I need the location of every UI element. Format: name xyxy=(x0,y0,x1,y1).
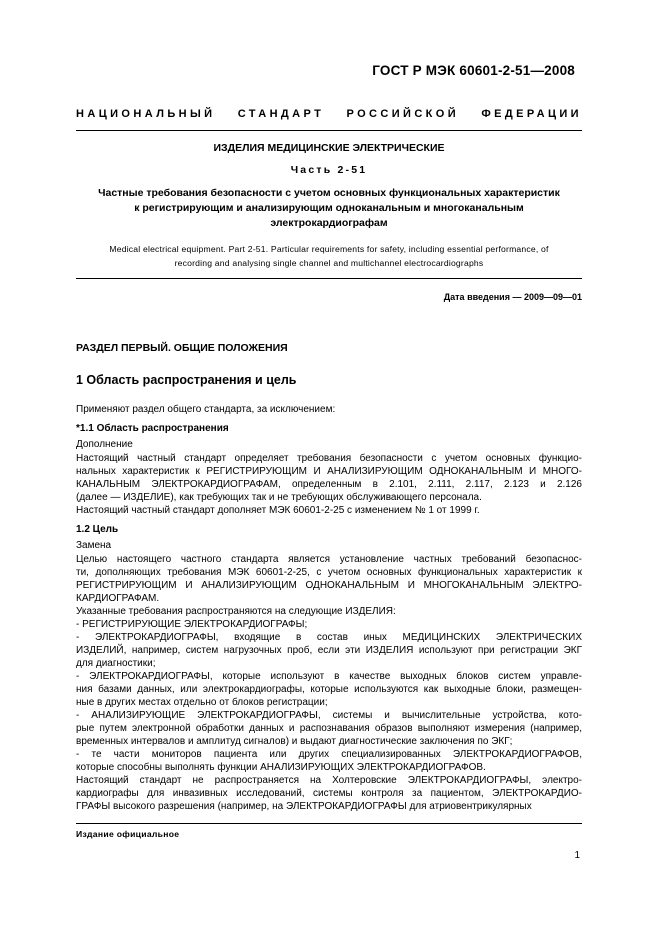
text-line: Настоящий стандарт не распространяется на Холтеровские ЭЛЕКТРОКАРДИОГРАФЫ, электро- xyxy=(76,775,582,786)
text-line: - ЭЛЕКТРОКАРДИОГРАФЫ, которые используют в качестве выходных блоков систем управле- xyxy=(76,671,582,682)
text-line: нальных характеристик к РЕГИСТРИРУЮЩИМ И АНАЛИЗИРУЮЩИМ ОДНОКАНАЛЬНЫМ И МНОГО- xyxy=(76,466,582,477)
text-line: для диагностики; xyxy=(76,658,156,669)
text-line: Целью настоящего частного стандарта является установление частных требований безопаснос- xyxy=(76,554,582,565)
introduction-date: Дата введения — 2009—09—01 xyxy=(443,292,582,302)
text-line: - те части мониторов пациента или других специализированных ЭЛЕКТРОКАРДИОГРАФОВ, xyxy=(76,749,582,760)
clause-1-1-paragraph xyxy=(76,452,582,517)
document-number: ГОСТ Р МЭК 60601-2-51—2008 xyxy=(372,63,575,78)
english-title-line: recording and analysing single channel and multichannel electrocardiographs xyxy=(174,258,484,268)
header-rule xyxy=(76,130,582,131)
clause-1-heading: 1 Область распространения и цель xyxy=(76,373,297,387)
text-line: которые способны выполнять функции АНАЛИЗИРУЮЩИХ ЭЛЕКТРОКАРДИОГРАФОВ. xyxy=(76,762,486,773)
clause-1-2-heading: 1.2 Цель xyxy=(76,524,119,535)
text-line: кардиографы для инвазивных исследований, системы контроля за пациентом, ЭЛЕКТРОКАРДИО- xyxy=(76,788,582,799)
edition-label: Издание официальное xyxy=(76,829,180,839)
subtitle-line: Частные требования безопасности с учетом основных функциональных характеристик xyxy=(98,187,560,199)
text-line: ния базами данных, или электрокардиографы, которые используются как выходные блоки, размещен- xyxy=(76,684,582,695)
clause-1-1-label: Дополнение xyxy=(76,439,133,450)
text-line: - ЭЛЕКТРОКАРДИОГРАФЫ, входящие в состав иных МЕДИЦИНСКИХ ЭЛЕКТРИЧЕСКИХ xyxy=(76,632,582,643)
text-line: - РЕГИСТРИРУЮЩИЕ ЭЛЕКТРОКАРДИОГРАФЫ; xyxy=(76,619,308,630)
text-line: ти, дополняющих требования МЭК 60601-2-25, с учетом основных функциональных характеристик к xyxy=(76,567,582,578)
page-number: 1 xyxy=(574,850,580,861)
text-line: КАНАЛЬНЫМ ЭЛЕКТРОКАРДИОГРАФАМ, определенным в 2.101, 2.111, 2.117, 2.123 и 2.126 xyxy=(76,479,582,490)
english-title-line: Medical electrical equipment. Part 2-51. Particular requirements for safety, including essential performance, of xyxy=(109,244,549,254)
footer-rule xyxy=(76,823,582,824)
subtitle-line: к регистрирующим и анализирующим одноканальным и многоканальным xyxy=(134,202,524,214)
standard-title: ИЗДЕЛИЯ МЕДИЦИНСКИЕ ЭЛЕКТРИЧЕСКИЕ xyxy=(213,142,445,154)
text-line: Настоящий частный стандарт дополняет МЭК 60601-2-25 с изменением № 1 от 1999 г. xyxy=(76,505,480,516)
clause-1-1-heading: *1.1 Область распространения xyxy=(76,423,229,434)
english-title xyxy=(76,242,582,270)
section-heading: РАЗДЕЛ ПЕРВЫЙ. ОБЩИЕ ПОЛОЖЕНИЯ xyxy=(76,342,288,354)
text-line: ные в других местах отдельно от блоков регистрации; xyxy=(76,697,328,708)
text-line: рые путем электронной обработки данных и распознавания образов выполняют измерения (например, xyxy=(76,723,582,734)
text-line: КАРДИОГРАФАМ. xyxy=(76,593,160,604)
text-line: ИЗДЕЛИЙ, например, систем нагрузочных проб, если эти ИЗДЕЛИЯ используют при регистрации ЭКГ xyxy=(76,645,582,656)
standard-subtitle xyxy=(76,186,582,231)
national-standard-banner: НАЦИОНАЛЬНЫЙ СТАНДАРТ РОССИЙСКОЙ ФЕДЕРАЦИИ xyxy=(76,108,582,120)
subtitle-line: электрокардиографам xyxy=(270,217,388,229)
text-line: (далее — ИЗДЕЛИЕ), как требующих так и не требующих обслуживающего персонала. xyxy=(76,492,482,503)
clause-1-intro: Применяют раздел общего стандарта, за исключением: xyxy=(76,404,336,415)
title-rule xyxy=(76,278,582,279)
text-line: временных интервалов и амплитуд сигналов) и выдают диагностические заключения по ЭКГ; xyxy=(76,736,513,747)
clause-1-2-label: Замена xyxy=(76,540,112,551)
text-line: ГРАФЫ высокого разрешения (например, на ЭЛЕКТРОКАРДИОГРАФЫ для атриовентрикулярных xyxy=(76,801,532,812)
text-line: - АНАЛИЗИРУЮЩИЕ ЭЛЕКТРОКАРДИОГРАФЫ, системы и вычислительные устройства, кото- xyxy=(76,710,582,721)
text-line: РЕГИСТРИРУЮЩИМ И АНАЛИЗИРУЮЩИМ ОДНОКАНАЛЬНЫМ И МНОГОКАНАЛЬНЫМ ЭЛЕКТРО- xyxy=(76,580,582,591)
text-line: Настоящий частный стандарт определяет требования безопасности с учетом основных функцио- xyxy=(76,453,582,464)
clause-1-2-paragraph xyxy=(76,553,582,813)
standard-part: Часть 2-51 xyxy=(290,164,368,176)
text-line: Указанные требования распространяются на следующие ИЗДЕЛИЯ: xyxy=(76,606,396,617)
